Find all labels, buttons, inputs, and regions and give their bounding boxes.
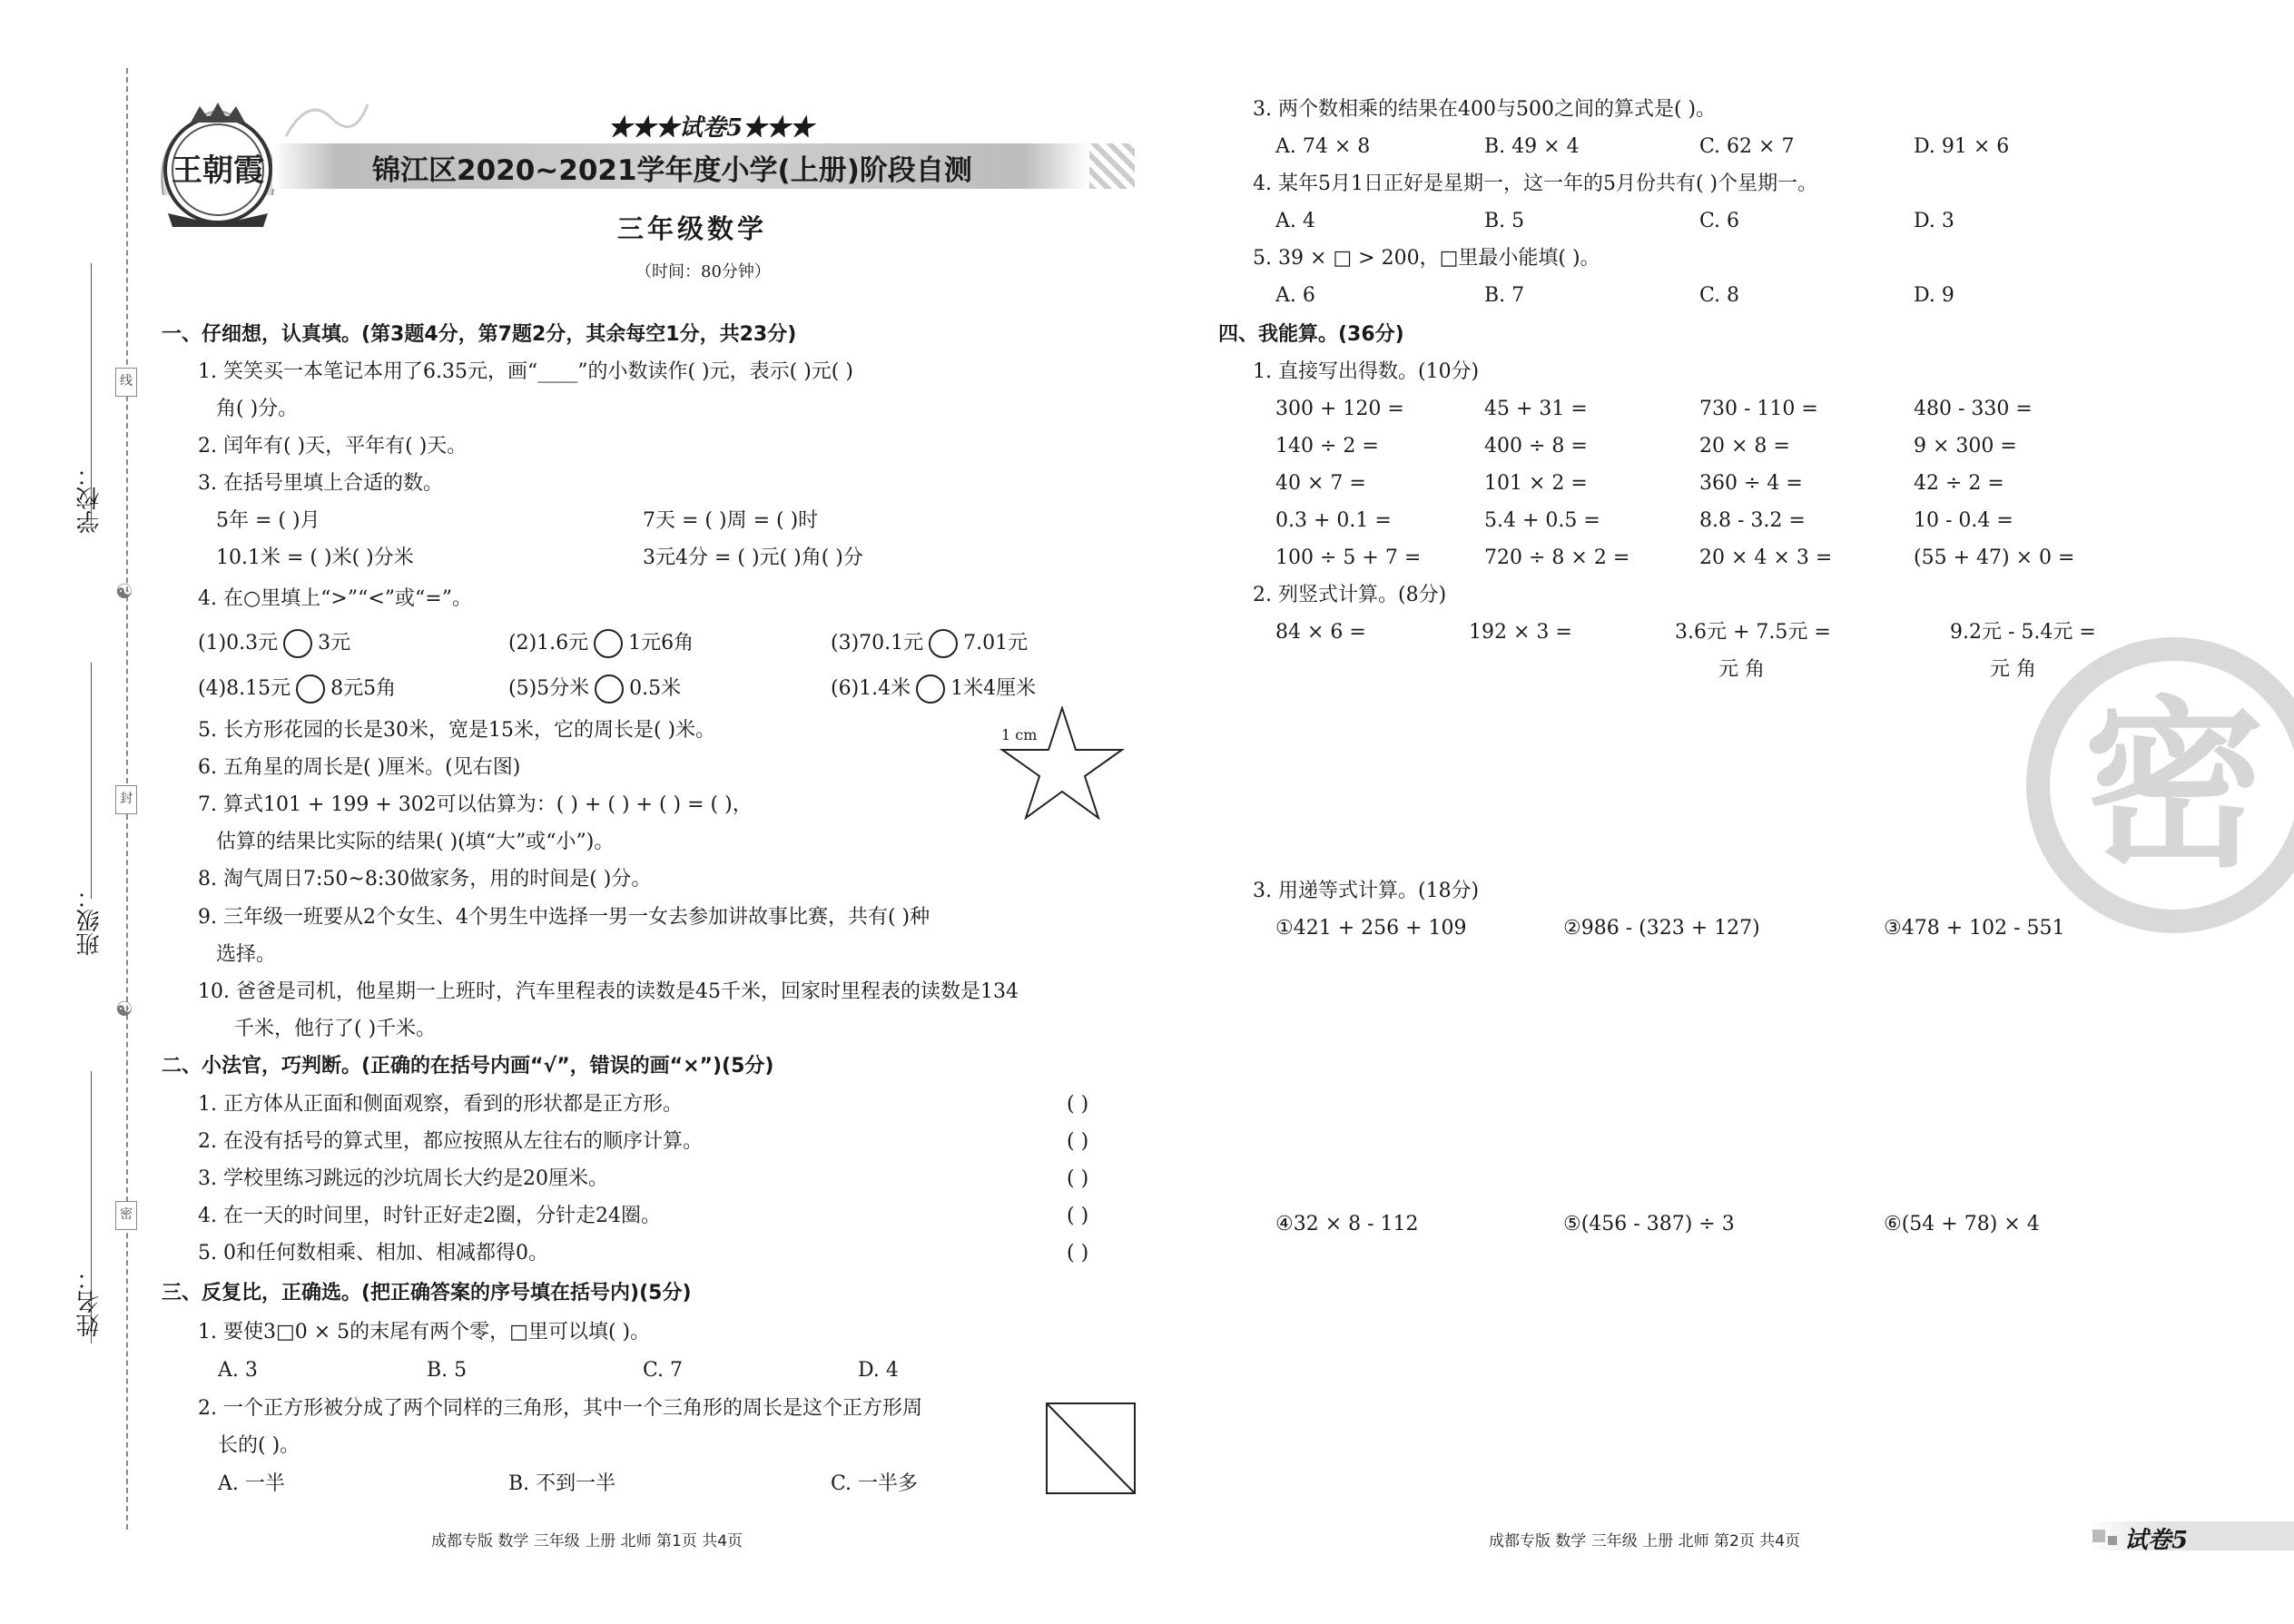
stepwise-calc: ①421 + 256 + 109 (1275, 917, 1467, 940)
exam-time: （时间：80分钟） (635, 262, 771, 281)
class-label: 班级： (76, 885, 103, 956)
judge-item-2: 2. 在没有括号的算式里，都应按照从左往右的顺序计算。 (198, 1130, 703, 1153)
corner-tag: 试卷5 (2124, 1527, 2189, 1554)
oral-calc: 101 × 2 = (1484, 472, 1588, 495)
q7-line2: 估算的结果比实际的结果( )(填“大”或“小”)。 (216, 831, 615, 853)
q4a: (1)0.3元 3元 (198, 629, 350, 658)
q4b: (2)1.6元 1元6角 (508, 629, 694, 658)
q3d: 3元4分 = ( )元( )角( )分 (643, 546, 863, 569)
q4d: (4)8.15元 8元5角 (198, 674, 396, 704)
stepwise-calc: ②986 - (323 + 127) (1563, 917, 1760, 940)
choice-q2-line2: 长的( )。 (218, 1434, 300, 1457)
brand-logo (145, 86, 290, 231)
q4f: (6)1.4米 1米4厘米 (831, 674, 1036, 704)
q10-line2: 千米，他行了( )千米。 (234, 1018, 437, 1040)
choice-q2-option: C. 一半多 (831, 1472, 919, 1495)
oral-calc: 400 ÷ 8 = (1484, 435, 1588, 458)
vertical-calc: 3.6元 + 7.5元 = (1675, 621, 1831, 644)
choice-q3: 3. 两个数相乘的结果在400与500之间的算式是( )。 (1253, 98, 1717, 121)
choice-q2-option: A. 一半 (218, 1472, 285, 1495)
unit-label: 元 角 (1990, 658, 2036, 681)
judge-item-3: 3. 学校里练习跳远的沙坑周长大约是20厘米。 (198, 1167, 608, 1190)
judge-bracket[interactable]: ( ) (1067, 1242, 1089, 1265)
q9-line2: 选择。 (216, 943, 277, 966)
choice-q4-option: A. 4 (1275, 210, 1315, 232)
calc-part-3: 3. 用递等式计算。(18分) (1253, 880, 1480, 902)
stepwise-calc: ⑥(54 + 78) × 4 (1884, 1213, 2040, 1235)
section-3-heading: 三、反复比，正确选。(把正确答案的序号填在括号内)(5分) (162, 1282, 692, 1304)
brand-name: 王朝霞 (172, 153, 264, 189)
swirl-icon: ☯ (115, 581, 133, 604)
calc-part-2: 2. 列竖式计算。(8分) (1253, 584, 1447, 606)
section-4-heading: 四、我能算。(36分) (1218, 323, 1404, 346)
judge-bracket[interactable]: ( ) (1067, 1130, 1089, 1153)
watermark-char: 密 (2082, 681, 2266, 892)
oral-calc: 730 - 110 = (1699, 398, 1818, 420)
q1-line2: 角( )分。 (216, 398, 299, 420)
class-write-line (91, 663, 92, 899)
oral-calc: 720 ÷ 8 × 2 = (1484, 546, 1630, 569)
oral-calc: 100 ÷ 5 + 7 = (1275, 546, 1422, 569)
choice-q4-option: B. 5 (1484, 210, 1525, 232)
oral-calc: 360 ÷ 4 = (1699, 472, 1803, 495)
oral-calc: 45 + 31 = (1484, 398, 1588, 420)
compare-circle[interactable] (929, 629, 958, 658)
choice-q3-option: C. 62 × 7 (1699, 135, 1795, 158)
square-figure (1046, 1403, 1137, 1495)
exam-title: 锦江区2020~2021学年度小学(上册)阶段自测 (372, 154, 972, 187)
calc-part-1: 1. 直接写出得数。(10分) (1253, 360, 1480, 383)
choice-q3-option: B. 49 × 4 (1484, 135, 1580, 158)
choice-q3-option: A. 74 × 8 (1275, 135, 1371, 158)
vertical-calc: 9.2元 - 5.4元 = (1950, 621, 2096, 644)
seal-char-feng: 封 (115, 785, 137, 814)
q8: 8. 淘气周日7:50~8:30做家务，用的时间是( )分。 (198, 868, 652, 891)
judge-bracket[interactable]: ( ) (1067, 1167, 1089, 1190)
stepwise-calc: ④32 × 8 - 112 (1275, 1213, 1419, 1235)
judge-bracket[interactable]: ( ) (1067, 1093, 1089, 1116)
choice-q3-option: D. 91 × 6 (1914, 135, 2010, 158)
q5: 5. 长方形花园的长是30米，宽是15米，它的周长是( )米。 (198, 719, 716, 742)
oral-calc: 42 ÷ 2 = (1914, 472, 2004, 495)
seal-char-xian: 线 (115, 368, 137, 397)
q4e: (5)5分米 0.5米 (508, 674, 681, 704)
page-2-footer: 成都专版 数学 三年级 上册 北师 第2页 共4页 (1489, 1532, 1801, 1550)
oral-calc: 0.3 + 0.1 = (1275, 509, 1392, 532)
choice-q5-option: D. 9 (1914, 284, 1954, 307)
q3a: 5年 = ( )月 (216, 509, 320, 532)
page-1-footer: 成都专版 数学 三年级 上册 北师 第1页 共4页 (431, 1532, 743, 1550)
name-label: 姓名： (76, 1266, 103, 1337)
oral-calc: 140 ÷ 2 = (1275, 435, 1379, 458)
swirl-icon: ☯ (115, 999, 133, 1021)
q3: 3. 在括号里填上合适的数。 (198, 472, 443, 495)
stepwise-calc: ③478 + 102 - 551 (1884, 917, 2065, 940)
compare-circle[interactable] (283, 629, 312, 658)
choice-q4-option: D. 3 (1914, 210, 1954, 232)
oral-calc: 480 - 330 = (1914, 398, 2033, 420)
choice-q4: 4. 某年5月1日正好是星期一，这一年的5月份共有( )个星期一。 (1253, 172, 1818, 195)
choice-q4-option: C. 6 (1699, 210, 1740, 232)
judge-item-1: 1. 正方体从正面和侧面观察，看到的形状都是正方形。 (198, 1093, 683, 1116)
compare-circle[interactable] (594, 629, 623, 658)
corner-tag-bar (2088, 1521, 2294, 1550)
q2: 2. 闰年有( )天，平年有( )天。 (198, 435, 468, 458)
q7-line1: 7. 算式101 + 199 + 302可以估算为：( ) + ( ) + ( ) = ( )， (198, 793, 753, 816)
choice-q5-option: A. 6 (1275, 284, 1315, 307)
star-figure (999, 706, 1126, 820)
oral-calc: 40 × 7 = (1275, 472, 1366, 495)
star-scale-label: 1 cm (1001, 726, 1038, 743)
title-bar-checker (1089, 143, 1135, 189)
choice-q5-option: C. 8 (1699, 284, 1740, 307)
choice-q2-option: B. 不到一半 (508, 1472, 616, 1495)
school-label: 学校： (76, 463, 103, 534)
section-1-heading: 一、仔细想，认真填。(第3题4分，第7题2分，其余每空1分，共23分) (162, 323, 797, 346)
seal-char-mi: 密 (115, 1201, 137, 1230)
q3b: 7天 = ( )周 = ( )时 (643, 509, 819, 532)
compare-circle[interactable] (595, 674, 624, 704)
choice-q1-option: C. 7 (643, 1359, 684, 1382)
stepwise-calc: ⑤(456 - 387) ÷ 3 (1563, 1213, 1735, 1235)
q4: 4. 在○里填上“>”“<”或“=”。 (198, 587, 472, 610)
oral-calc: 9 × 300 = (1914, 435, 2017, 458)
vertical-calc: 192 × 3 = (1469, 621, 1572, 644)
judge-bracket[interactable]: ( ) (1067, 1205, 1089, 1227)
vertical-calc: 84 × 6 = (1275, 621, 1366, 644)
watermark-seal (2024, 635, 2294, 935)
choice-q1-option: D. 4 (858, 1359, 899, 1382)
choice-q2-line1: 2. 一个正方形被分成了两个同样的三角形，其中一个三角形的周长是这个正方形周 (198, 1397, 922, 1420)
q10-line1: 10. 爸爸是司机，他星期一上班时，汽车里程表的读数是45千米，回家时里程表的读数是134 (198, 980, 1019, 1003)
choice-q1-option: B. 5 (427, 1359, 468, 1382)
exam-subject: 三年级数学 (617, 213, 768, 244)
q9-line1: 9. 三年级一班要从2个女生、4个男生中选择一男一女去参加讲故事比赛，共有( )种 (198, 906, 930, 929)
oral-calc: 300 + 120 = (1275, 398, 1404, 420)
compare-circle[interactable] (916, 674, 945, 704)
oral-calc: 10 - 0.4 = (1914, 509, 2013, 532)
choice-q5: 5. 39 × □ > 200，□里最小能填( )。 (1253, 247, 1600, 270)
oral-calc: 5.4 + 0.5 = (1484, 509, 1600, 532)
oral-calc: 20 × 8 = (1699, 435, 1790, 458)
section-2-heading: 二、小法官，巧判断。(正确的在括号内画“√”，错误的画“×”)(5分) (162, 1055, 774, 1078)
oral-calc: 8.8 - 3.2 = (1699, 509, 1806, 532)
choice-q1: 1. 要使3□0 × 5的末尾有两个零，□里可以填( )。 (198, 1321, 651, 1343)
q4c: (3)70.1元 7.01元 (831, 629, 1028, 658)
choice-q1-option: A. 3 (218, 1359, 258, 1382)
unit-label: 元 角 (1718, 658, 1765, 681)
q1-line1: 1. 笑笑买一本笔记本用了6.35元，画“____”的小数读作( )元，表示( )元( ) (198, 360, 853, 383)
corner-tag-square (2092, 1530, 2105, 1542)
judge-item-4: 4. 在一天的时间里，时针正好走2圈，分针走24圈。 (198, 1205, 661, 1227)
judge-item-5: 5. 0和任何数相乘、相加、相减都得0。 (198, 1242, 548, 1265)
corner-tag-square (2108, 1536, 2117, 1545)
oral-calc: 20 × 4 × 3 = (1699, 546, 1833, 569)
q6: 6. 五角星的周长是( )厘米。(见右图) (198, 756, 521, 779)
oral-calc: (55 + 47) × 0 = (1914, 546, 2075, 569)
ribbon-decoration (281, 91, 372, 145)
choice-q5-option: B. 7 (1484, 284, 1525, 307)
q3c: 10.1米 = ( )米( )分米 (216, 546, 414, 569)
series-label: ★★★试卷5★★★ (608, 114, 814, 142)
compare-circle[interactable] (296, 674, 325, 704)
